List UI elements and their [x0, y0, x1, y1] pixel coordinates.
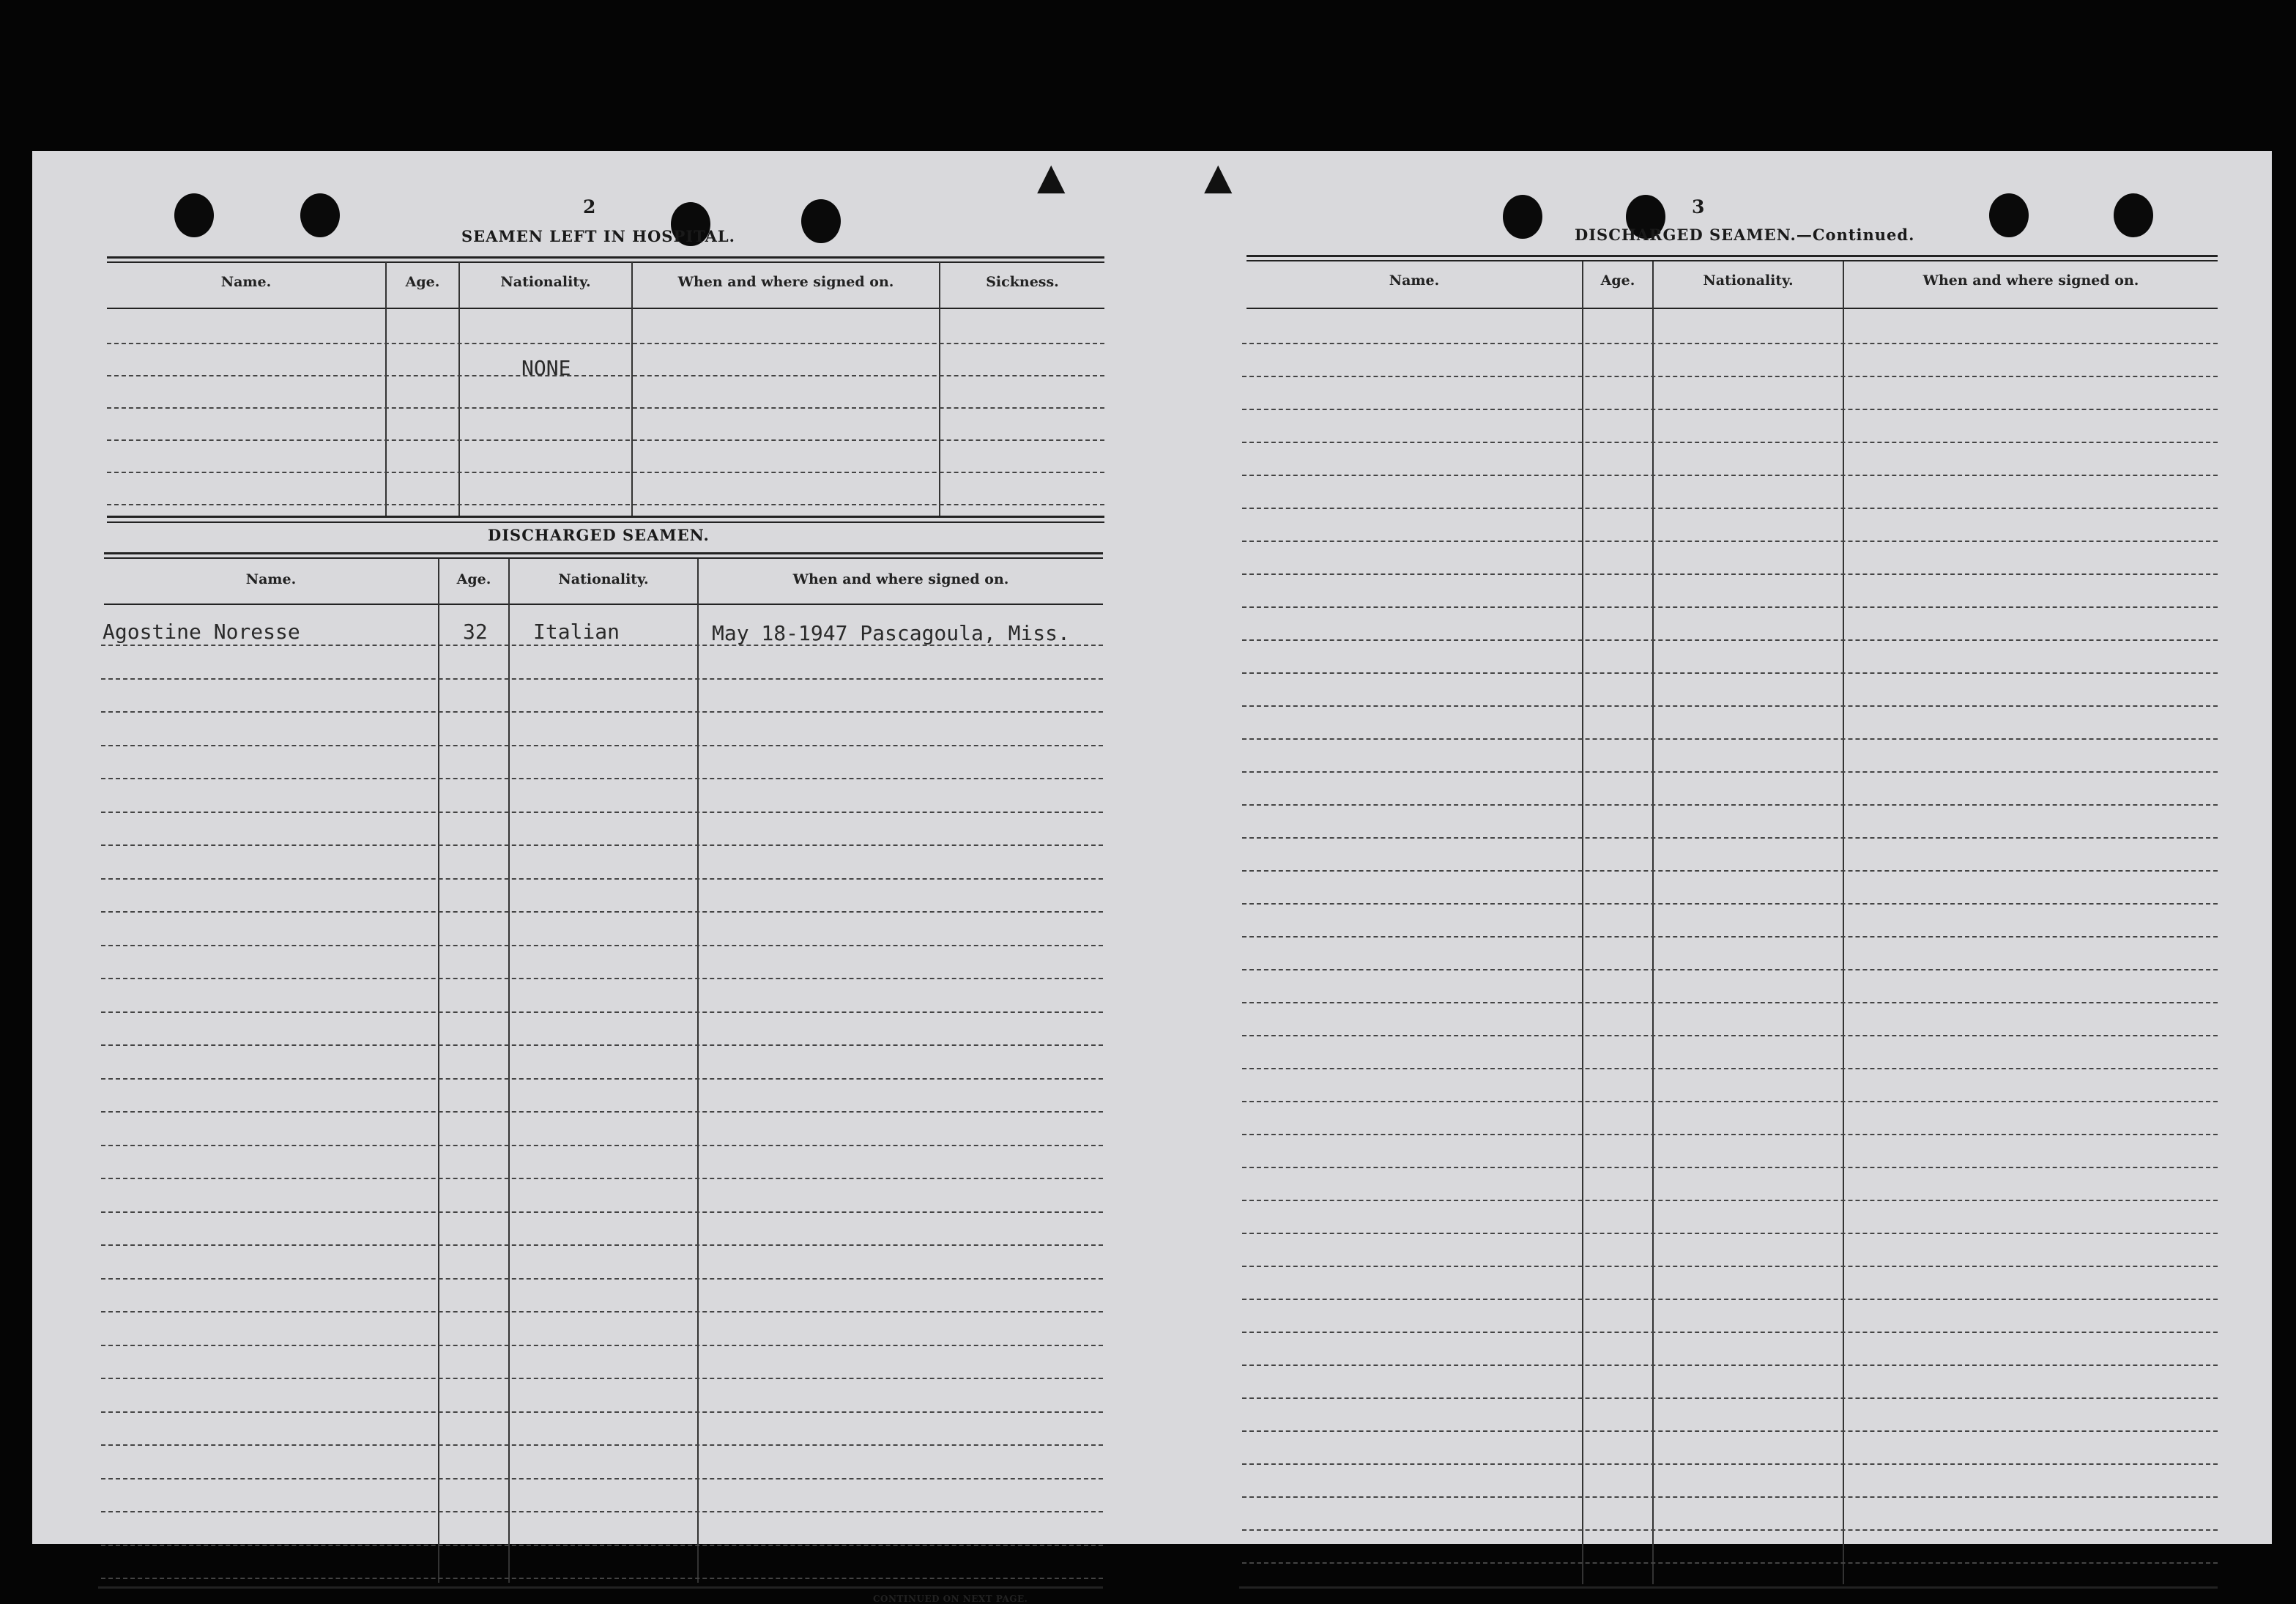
column-header-age: Age. [456, 571, 491, 587]
entry-line [101, 812, 1103, 813]
entry-line [1242, 1068, 2218, 1069]
entry-line [1242, 705, 2218, 707]
entry-line [1242, 573, 2218, 575]
entry-line [1242, 1332, 2218, 1333]
table-top-rule [1247, 255, 2218, 257]
entry-line [1242, 1397, 2218, 1399]
entry-line [101, 1078, 1103, 1080]
column-divider [939, 262, 940, 517]
header-bottom-rule [1247, 308, 2218, 309]
entry-line [1242, 738, 2218, 740]
entry-line [1242, 1562, 2218, 1564]
column-divider [385, 262, 387, 517]
discharged-continued-title: DISCHARGED SEAMEN.—Continued. [1575, 226, 1915, 244]
entry-line [1242, 343, 2218, 344]
seaman-name: Agostine Noresse [103, 620, 300, 644]
entry-line [1242, 1299, 2218, 1300]
entry-line [1242, 804, 2218, 806]
ink-mark: ▲ [1037, 155, 1066, 198]
table-top-rule [104, 552, 1103, 554]
entry-line [1242, 936, 2218, 937]
continued-note: CONTINUED ON NEXT PAGE. [873, 1594, 1028, 1604]
entry-line [107, 375, 1104, 376]
entry-line [1242, 1233, 2218, 1234]
column-header-name: Name. [1389, 272, 1440, 289]
entry-line [1242, 870, 2218, 872]
entry-line [1242, 903, 2218, 905]
entry-line [1242, 1430, 2218, 1432]
entry-line [101, 1178, 1103, 1179]
header-bottom-rule [107, 308, 1104, 309]
entry-line [101, 1444, 1103, 1446]
entry-line [1242, 1463, 2218, 1465]
entry-line [101, 678, 1103, 680]
hospital-entry-none: NONE [521, 356, 571, 380]
table-top-rule [104, 557, 1103, 559]
entry-line [107, 439, 1104, 441]
entry-line [1242, 508, 2218, 509]
entry-line [101, 1111, 1103, 1113]
entry-line [1242, 771, 2218, 773]
entry-line [107, 504, 1104, 505]
entry-line [101, 778, 1103, 779]
seaman-nationality: Italian [533, 620, 620, 644]
column-header-signed-on: When and where signed on. [1922, 272, 2139, 289]
entry-line [101, 1278, 1103, 1280]
section-rule [107, 521, 1104, 523]
column-header-nationality: Nationality. [1703, 272, 1794, 289]
entry-line [1242, 1134, 2218, 1135]
column-header-nationality: Nationality. [558, 571, 649, 587]
entry-line [1242, 1035, 2218, 1036]
entry-line [101, 745, 1103, 746]
entry-line [101, 1244, 1103, 1246]
entry-line [101, 1578, 1103, 1579]
ink-mark: ▲ [1204, 155, 1233, 198]
table-top-rule [107, 261, 1104, 263]
entry-line [101, 1545, 1103, 1546]
entry-line [1242, 1496, 2218, 1498]
table-top-rule [107, 256, 1104, 259]
entry-line [101, 1044, 1103, 1046]
entry-line [1242, 1002, 2218, 1003]
entry-line [1242, 376, 2218, 377]
entry-line [1242, 639, 2218, 641]
entry-line [101, 1345, 1103, 1346]
entry-line [1242, 409, 2218, 410]
column-divider [1652, 261, 1654, 1584]
column-divider [1843, 261, 1844, 1584]
table-bottom-rule [1239, 1586, 2218, 1589]
entry-line [1242, 442, 2218, 443]
entry-line [1242, 1200, 2218, 1201]
entry-line [1242, 1529, 2218, 1531]
seaman-age: 32 [463, 620, 488, 644]
entry-line [1242, 1364, 2218, 1366]
entry-line [101, 911, 1103, 913]
entry-line [107, 472, 1104, 473]
column-header-nationality: Nationality. [500, 274, 591, 290]
table-bottom-rule [98, 1586, 1103, 1589]
entry-line [1242, 1266, 2218, 1267]
page-number: 3 [1692, 196, 1705, 218]
entry-line [101, 1145, 1103, 1146]
left-page [32, 151, 1160, 1604]
entry-line [1242, 541, 2218, 542]
table-top-rule [1247, 260, 2218, 261]
entry-line [101, 1478, 1103, 1479]
column-divider [1582, 261, 1583, 1584]
entry-line [101, 1411, 1103, 1413]
seaman-signed-on: May 18-1947 Pascagoula, Miss. [712, 621, 1070, 645]
column-header-sickness: Sickness. [986, 274, 1059, 290]
entry-line [107, 407, 1104, 409]
column-header-signed-on: When and where signed on. [677, 274, 894, 290]
entry-line [101, 711, 1103, 713]
entry-line [107, 343, 1104, 344]
right-page [1160, 151, 2272, 1544]
column-header-age: Age. [1600, 272, 1635, 289]
entry-line [1242, 672, 2218, 674]
entry-line [101, 1511, 1103, 1512]
column-header-name: Name. [220, 274, 272, 290]
page-number: 2 [583, 196, 596, 218]
column-divider [631, 262, 633, 517]
entry-line [101, 844, 1103, 846]
hospital-section-title: SEAMEN LEFT IN HOSPITAL. [461, 227, 735, 245]
entry-line [101, 1211, 1103, 1213]
entry-line [1242, 969, 2218, 970]
column-header-name: Name. [245, 571, 297, 587]
table-bottom-rule [107, 516, 1104, 518]
entry-line [101, 978, 1103, 979]
header-bottom-rule [104, 604, 1103, 605]
entry-line [101, 1378, 1103, 1379]
discharged-section-title: DISCHARGED SEAMEN. [488, 526, 710, 544]
column-divider [458, 262, 460, 517]
column-header-signed-on: When and where signed on. [792, 571, 1009, 587]
column-header-age: Age. [405, 274, 440, 290]
entry-line [101, 1011, 1103, 1013]
document-sheet [32, 151, 2272, 1604]
entry-line [1242, 1101, 2218, 1102]
entry-line [101, 945, 1103, 946]
entry-line [1242, 1167, 2218, 1168]
entry-line [1242, 475, 2218, 476]
entry-line [101, 878, 1103, 880]
entry-line [1242, 606, 2218, 608]
entry-line [101, 1311, 1103, 1312]
entry-line [1242, 837, 2218, 839]
